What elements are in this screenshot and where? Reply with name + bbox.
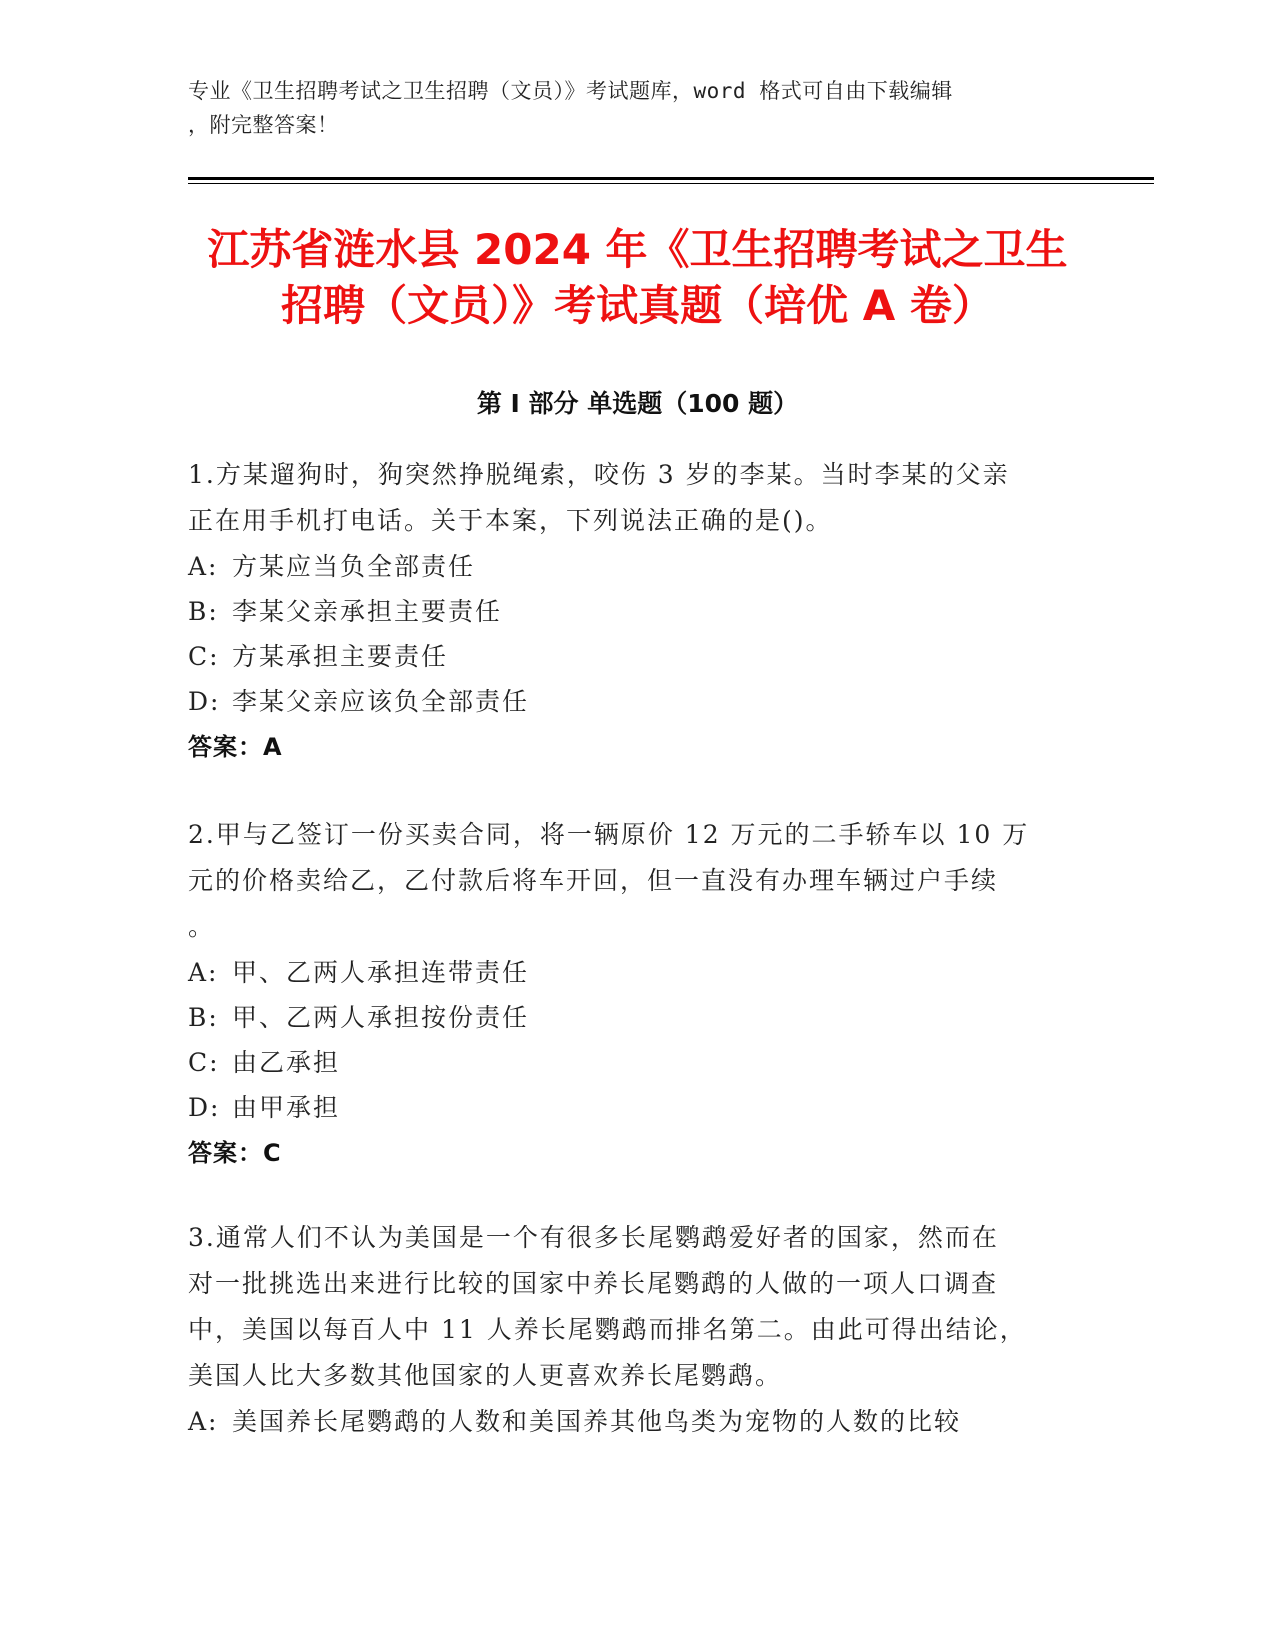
- option-text: 美国养长尾鹦鹉的人数和美国养其他鸟类为宠物的人数的比较: [232, 1407, 962, 1436]
- option-d: [188, 679, 1068, 724]
- stem-line: 对一批挑选出来进行比较的国家中养长尾鹦鹉的人做的一项人口调查: [188, 1269, 999, 1298]
- section-title: 第 I 部分 单选题（100 题）: [476, 389, 799, 418]
- header-note: [188, 74, 1068, 142]
- question-3: [188, 1215, 1068, 1444]
- stem-line: 1.方某遛狗时，狗突然挣脱绳索，咬伤 3 岁的李某。当时李某的父亲: [188, 460, 1010, 489]
- stem-line: 美国人比大多数其他国家的人更喜欢养长尾鹦鹉。: [188, 1361, 783, 1390]
- option-a: [188, 950, 1068, 995]
- option-letter: A:: [188, 958, 219, 987]
- stem-line: 。: [188, 912, 216, 941]
- header-note-line-1: 专业《卫生招聘考试之卫生招聘（文员）》考试题库，word 格式可自由下载编辑: [188, 79, 953, 103]
- header-divider-thick: [188, 177, 1154, 180]
- option-text: 李某父亲应该负全部责任: [232, 687, 530, 716]
- header-note-line-2: ，附完整答案！: [188, 113, 339, 137]
- question-1: [188, 452, 1068, 770]
- option-text: 李某父亲承担主要责任: [232, 597, 503, 626]
- option-text: 由甲承担: [232, 1093, 341, 1122]
- stem-line: 正在用手机打电话。关于本案，下列说法正确的是()。: [188, 506, 833, 535]
- document-title: [150, 222, 1125, 334]
- stem-line: 中，美国以每百人中 11 人养长尾鹦鹉而排名第二。由此可得出结论，: [188, 1315, 1027, 1344]
- stem-line: 元的价格卖给乙，乙付款后将车开回，但一直没有办理车辆过户手续: [188, 866, 999, 895]
- question-stem: [188, 1215, 1068, 1399]
- option-c: [188, 634, 1068, 679]
- option-letter: D:: [188, 687, 221, 716]
- document-title-line-2: 招聘（文员）》考试真题（培优 A 卷）: [281, 281, 994, 330]
- option-a: [188, 544, 1068, 589]
- option-c: [188, 1040, 1068, 1085]
- option-letter: B:: [188, 597, 219, 626]
- option-text: 由乙承担: [232, 1048, 341, 1077]
- option-letter: A:: [188, 1407, 219, 1436]
- answer: 答案：A: [188, 733, 283, 761]
- stem-line: 2.甲与乙签订一份买卖合同，将一辆原价 12 万元的二手轿车以 10 万: [188, 820, 1030, 849]
- question-2: [188, 812, 1068, 1176]
- option-text: 甲、乙两人承担连带责任: [232, 958, 530, 987]
- header-divider-thin: [188, 183, 1154, 184]
- option-letter: C:: [188, 1048, 220, 1077]
- option-d: [188, 1085, 1068, 1130]
- option-text: 甲、乙两人承担按份责任: [232, 1003, 530, 1032]
- stem-line: 3.通常人们不认为美国是一个有很多长尾鹦鹉爱好者的国家，然而在: [188, 1223, 999, 1252]
- answer: 答案：C: [188, 1139, 282, 1167]
- option-b: [188, 995, 1068, 1040]
- option-letter: A:: [188, 552, 219, 581]
- question-stem: [188, 812, 1068, 950]
- document-title-line-1: 江苏省涟水县 2024 年《卫生招聘考试之卫生: [207, 225, 1068, 274]
- option-text: 方某承担主要责任: [232, 642, 449, 671]
- option-a: [188, 1399, 1068, 1444]
- question-stem: [188, 452, 1068, 544]
- option-b: [188, 589, 1068, 634]
- option-text: 方某应当负全部责任: [232, 552, 476, 581]
- option-letter: B:: [188, 1003, 219, 1032]
- option-letter: D:: [188, 1093, 221, 1122]
- option-letter: C:: [188, 642, 220, 671]
